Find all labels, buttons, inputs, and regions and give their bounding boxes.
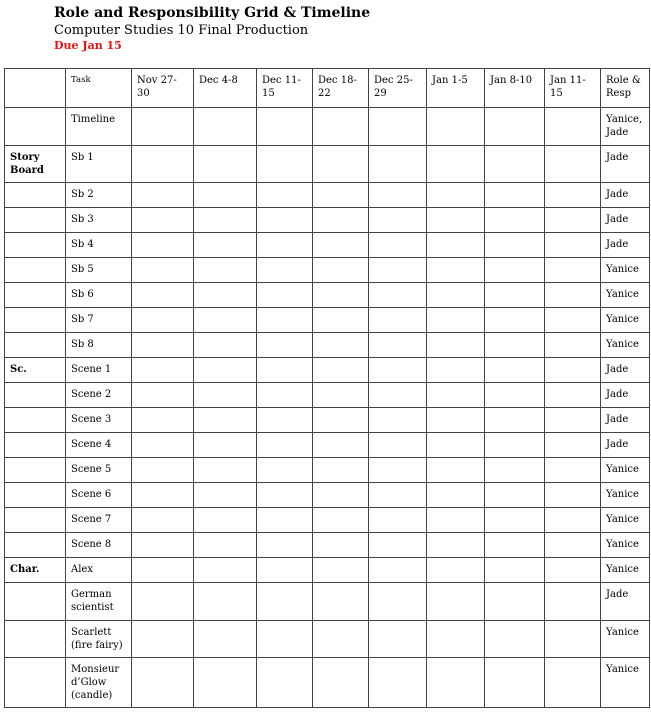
section-label [5, 208, 66, 233]
timeline-cell [132, 258, 194, 283]
section-label [5, 258, 66, 283]
task-cell: Sb 5 [66, 258, 132, 283]
timeline-cell [427, 583, 485, 621]
section-label [5, 658, 66, 708]
task-cell: Sb 3 [66, 208, 132, 233]
timeline-cell [257, 283, 313, 308]
table-row [5, 583, 650, 621]
timeline-cell [132, 433, 194, 458]
timeline-cell [485, 258, 545, 283]
timeline-cell [369, 483, 427, 508]
timeline-cell [257, 308, 313, 333]
timeline-cell [257, 358, 313, 383]
table-row [5, 483, 650, 508]
timeline-cell [257, 108, 313, 146]
timeline-cell [132, 333, 194, 358]
timeline-cell [194, 533, 257, 558]
timeline-cell [427, 558, 485, 583]
timeline-cell [485, 283, 545, 308]
table-row [5, 658, 650, 708]
timeline-cell [427, 383, 485, 408]
table-row [5, 433, 650, 458]
responsibility-cell: Yanice [601, 283, 650, 308]
timeline-cell [194, 146, 257, 183]
table-row [5, 208, 650, 233]
responsibility-cell: Yanice [601, 558, 650, 583]
timeline-cell [485, 108, 545, 146]
timeline-cell [369, 358, 427, 383]
task-cell: German scientist [66, 583, 132, 621]
timeline-cell [485, 533, 545, 558]
timeline-cell [369, 333, 427, 358]
timeline-cell [369, 383, 427, 408]
timeline-cell [313, 108, 369, 146]
timeline-cell [257, 558, 313, 583]
column-header: Jan 8-10 [485, 69, 545, 108]
timeline-cell [313, 208, 369, 233]
timeline-cell [545, 508, 601, 533]
timeline-cell [545, 408, 601, 433]
timeline-cell [194, 358, 257, 383]
column-header: Task [66, 69, 132, 108]
task-cell: Scene 4 [66, 433, 132, 458]
responsibility-cell: Yanice [601, 308, 650, 333]
due-date: Due Jan 15 [54, 39, 122, 52]
section-label: Story Board [5, 146, 66, 183]
table-row [5, 308, 650, 333]
task-cell: Scene 6 [66, 483, 132, 508]
responsibility-cell: Yanice [601, 621, 650, 658]
timeline-cell [194, 108, 257, 146]
task-cell: Sb 4 [66, 233, 132, 258]
timeline-cell [132, 283, 194, 308]
table-row [5, 108, 650, 146]
task-cell: Sb 7 [66, 308, 132, 333]
timeline-cell [427, 483, 485, 508]
timeline-cell [132, 483, 194, 508]
timeline-cell [132, 558, 194, 583]
timeline-cell [194, 433, 257, 458]
timeline-cell [545, 483, 601, 508]
timeline-cell [313, 258, 369, 283]
timeline-cell [257, 533, 313, 558]
responsibility-cell: Jade [601, 433, 650, 458]
timeline-cell [194, 458, 257, 483]
column-header: Dec 4-8 [194, 69, 257, 108]
table-row [5, 283, 650, 308]
timeline-cell [427, 658, 485, 708]
column-header: Jan 1-5 [427, 69, 485, 108]
responsibility-cell: Yanice, Jade [601, 108, 650, 146]
timeline-cell [194, 621, 257, 658]
timeline-cell [257, 433, 313, 458]
responsibility-cell: Yanice [601, 658, 650, 708]
table-row [5, 558, 650, 583]
column-header: Dec 11-15 [257, 69, 313, 108]
timeline-cell [369, 183, 427, 208]
timeline-cell [194, 383, 257, 408]
responsibility-cell: Yanice [601, 508, 650, 533]
timeline-cell [485, 208, 545, 233]
document-title: Role and Responsibility Grid & Timeline [54, 5, 371, 21]
timeline-cell [485, 308, 545, 333]
timeline-cell [485, 583, 545, 621]
responsibility-cell: Yanice [601, 533, 650, 558]
timeline-cell [313, 308, 369, 333]
timeline-cell [545, 183, 601, 208]
timeline-cell [545, 583, 601, 621]
header-row [5, 69, 650, 108]
timeline-cell [545, 533, 601, 558]
timeline-cell [369, 558, 427, 583]
timeline-cell [485, 433, 545, 458]
responsibility-cell: Yanice [601, 483, 650, 508]
column-header: Jan 11-15 [545, 69, 601, 108]
timeline-cell [427, 458, 485, 483]
timeline-cell [545, 208, 601, 233]
timeline-cell [132, 408, 194, 433]
timeline-cell [545, 283, 601, 308]
section-label [5, 583, 66, 621]
timeline-cell [194, 233, 257, 258]
timeline-cell [194, 208, 257, 233]
table-row [5, 408, 650, 433]
timeline-cell [194, 558, 257, 583]
timeline-cell [132, 208, 194, 233]
timeline-cell [369, 433, 427, 458]
timeline-cell [257, 258, 313, 283]
timeline-cell [313, 458, 369, 483]
timeline-cell [313, 383, 369, 408]
timeline-cell [545, 146, 601, 183]
timeline-cell [369, 658, 427, 708]
timeline-cell [369, 533, 427, 558]
task-cell: Scene 5 [66, 458, 132, 483]
timeline-cell [427, 533, 485, 558]
timeline-cell [485, 383, 545, 408]
timeline-cell [545, 233, 601, 258]
timeline-cell [485, 358, 545, 383]
timeline-cell [427, 233, 485, 258]
timeline-cell [369, 308, 427, 333]
timeline-cell [194, 583, 257, 621]
task-cell: Scene 8 [66, 533, 132, 558]
timeline-cell [132, 233, 194, 258]
timeline-cell [313, 483, 369, 508]
column-header [5, 69, 66, 108]
timeline-cell [257, 483, 313, 508]
timeline-cell [427, 146, 485, 183]
timeline-cell [485, 658, 545, 708]
section-label [5, 333, 66, 358]
timeline-cell [369, 508, 427, 533]
timeline-cell [194, 408, 257, 433]
timeline-cell [313, 621, 369, 658]
column-header: Dec 25-29 [369, 69, 427, 108]
timeline-cell [369, 583, 427, 621]
timeline-cell [427, 108, 485, 146]
section-label [5, 233, 66, 258]
timeline-cell [257, 146, 313, 183]
timeline-cell [194, 658, 257, 708]
section-label: Sc. [5, 358, 66, 383]
timeline-cell [194, 483, 257, 508]
timeline-cell [194, 308, 257, 333]
section-label [5, 183, 66, 208]
section-label: Char. [5, 558, 66, 583]
responsibility-cell: Jade [601, 146, 650, 183]
timeline-cell [427, 308, 485, 333]
timeline-cell [194, 508, 257, 533]
timeline-cell [485, 233, 545, 258]
timeline-cell [313, 333, 369, 358]
table-row [5, 508, 650, 533]
section-label [5, 408, 66, 433]
task-cell: Sb 6 [66, 283, 132, 308]
timeline-cell [485, 183, 545, 208]
timeline-cell [427, 208, 485, 233]
timeline-cell [427, 433, 485, 458]
timeline-cell [485, 621, 545, 658]
responsibility-grid [4, 68, 650, 708]
task-cell: Scene 3 [66, 408, 132, 433]
timeline-cell [545, 658, 601, 708]
table-row [5, 146, 650, 183]
timeline-cell [545, 308, 601, 333]
timeline-cell [369, 108, 427, 146]
timeline-cell [485, 458, 545, 483]
column-header: Nov 27-30 [132, 69, 194, 108]
timeline-cell [194, 183, 257, 208]
responsibility-cell: Jade [601, 233, 650, 258]
timeline-cell [427, 621, 485, 658]
responsibility-cell: Jade [601, 583, 650, 621]
timeline-cell [132, 108, 194, 146]
table-row [5, 621, 650, 658]
timeline-cell [485, 558, 545, 583]
timeline-cell [257, 583, 313, 621]
section-label [5, 483, 66, 508]
task-cell: Scene 2 [66, 383, 132, 408]
table-row [5, 533, 650, 558]
timeline-cell [313, 533, 369, 558]
timeline-cell [194, 333, 257, 358]
responsibility-cell: Yanice [601, 458, 650, 483]
timeline-cell [369, 146, 427, 183]
timeline-cell [313, 658, 369, 708]
column-header: Role & Resp [601, 69, 650, 108]
responsibility-cell: Jade [601, 208, 650, 233]
timeline-cell [257, 233, 313, 258]
timeline-cell [257, 383, 313, 408]
timeline-cell [132, 621, 194, 658]
timeline-cell [132, 183, 194, 208]
table-row [5, 333, 650, 358]
table-row [5, 383, 650, 408]
timeline-cell [427, 408, 485, 433]
timeline-cell [545, 358, 601, 383]
task-cell: Timeline [66, 108, 132, 146]
timeline-cell [257, 508, 313, 533]
task-cell: Scene 1 [66, 358, 132, 383]
timeline-cell [369, 208, 427, 233]
section-label [5, 433, 66, 458]
timeline-cell [132, 358, 194, 383]
timeline-cell [369, 283, 427, 308]
timeline-cell [427, 358, 485, 383]
table-row [5, 358, 650, 383]
timeline-cell [369, 408, 427, 433]
timeline-cell [485, 333, 545, 358]
timeline-cell [485, 483, 545, 508]
timeline-cell [369, 258, 427, 283]
timeline-cell [132, 508, 194, 533]
timeline-cell [369, 621, 427, 658]
timeline-cell [545, 558, 601, 583]
timeline-cell [545, 383, 601, 408]
timeline-cell [485, 508, 545, 533]
timeline-cell [132, 658, 194, 708]
table-row [5, 233, 650, 258]
timeline-cell [427, 283, 485, 308]
section-label [5, 458, 66, 483]
timeline-cell [257, 183, 313, 208]
document-header [54, 4, 370, 53]
responsibility-cell: Jade [601, 408, 650, 433]
timeline-cell [545, 108, 601, 146]
responsibility-cell: Yanice [601, 333, 650, 358]
timeline-cell [427, 333, 485, 358]
document-subtitle: Computer Studies 10 Final Production [54, 23, 309, 38]
column-header: Dec 18-22 [313, 69, 369, 108]
timeline-cell [132, 458, 194, 483]
timeline-cell [369, 458, 427, 483]
timeline-cell [485, 408, 545, 433]
responsibility-cell: Yanice [601, 258, 650, 283]
task-cell: Alex [66, 558, 132, 583]
timeline-cell [545, 621, 601, 658]
timeline-cell [194, 258, 257, 283]
timeline-cell [132, 308, 194, 333]
responsibility-cell: Jade [601, 383, 650, 408]
timeline-cell [132, 146, 194, 183]
responsibility-cell: Jade [601, 358, 650, 383]
timeline-cell [313, 583, 369, 621]
timeline-cell [427, 508, 485, 533]
section-label [5, 108, 66, 146]
timeline-cell [313, 508, 369, 533]
timeline-cell [427, 258, 485, 283]
task-cell: Scene 7 [66, 508, 132, 533]
timeline-cell [132, 533, 194, 558]
timeline-cell [313, 433, 369, 458]
responsibility-cell: Jade [601, 183, 650, 208]
task-cell: Monsieur d’Glow (candle) [66, 658, 132, 708]
section-label [5, 508, 66, 533]
task-cell: Sb 2 [66, 183, 132, 208]
timeline-cell [132, 583, 194, 621]
task-cell: Scarlett (fire fairy) [66, 621, 132, 658]
timeline-cell [132, 383, 194, 408]
timeline-cell [257, 658, 313, 708]
timeline-cell [427, 183, 485, 208]
timeline-cell [257, 458, 313, 483]
timeline-cell [313, 283, 369, 308]
section-label [5, 283, 66, 308]
timeline-cell [313, 408, 369, 433]
timeline-cell [257, 208, 313, 233]
timeline-cell [545, 258, 601, 283]
timeline-cell [313, 183, 369, 208]
timeline-cell [257, 621, 313, 658]
section-label [5, 533, 66, 558]
timeline-cell [545, 433, 601, 458]
section-label [5, 621, 66, 658]
task-cell: Sb 8 [66, 333, 132, 358]
timeline-cell [313, 146, 369, 183]
table-row [5, 183, 650, 208]
timeline-cell [257, 408, 313, 433]
timeline-cell [485, 146, 545, 183]
section-label [5, 308, 66, 333]
timeline-cell [313, 358, 369, 383]
timeline-cell [545, 333, 601, 358]
timeline-cell [194, 283, 257, 308]
task-cell: Sb 1 [66, 146, 132, 183]
timeline-cell [313, 558, 369, 583]
table-row [5, 458, 650, 483]
timeline-cell [313, 233, 369, 258]
section-label [5, 383, 66, 408]
table-row [5, 258, 650, 283]
timeline-cell [369, 233, 427, 258]
timeline-cell [545, 458, 601, 483]
timeline-cell [257, 333, 313, 358]
